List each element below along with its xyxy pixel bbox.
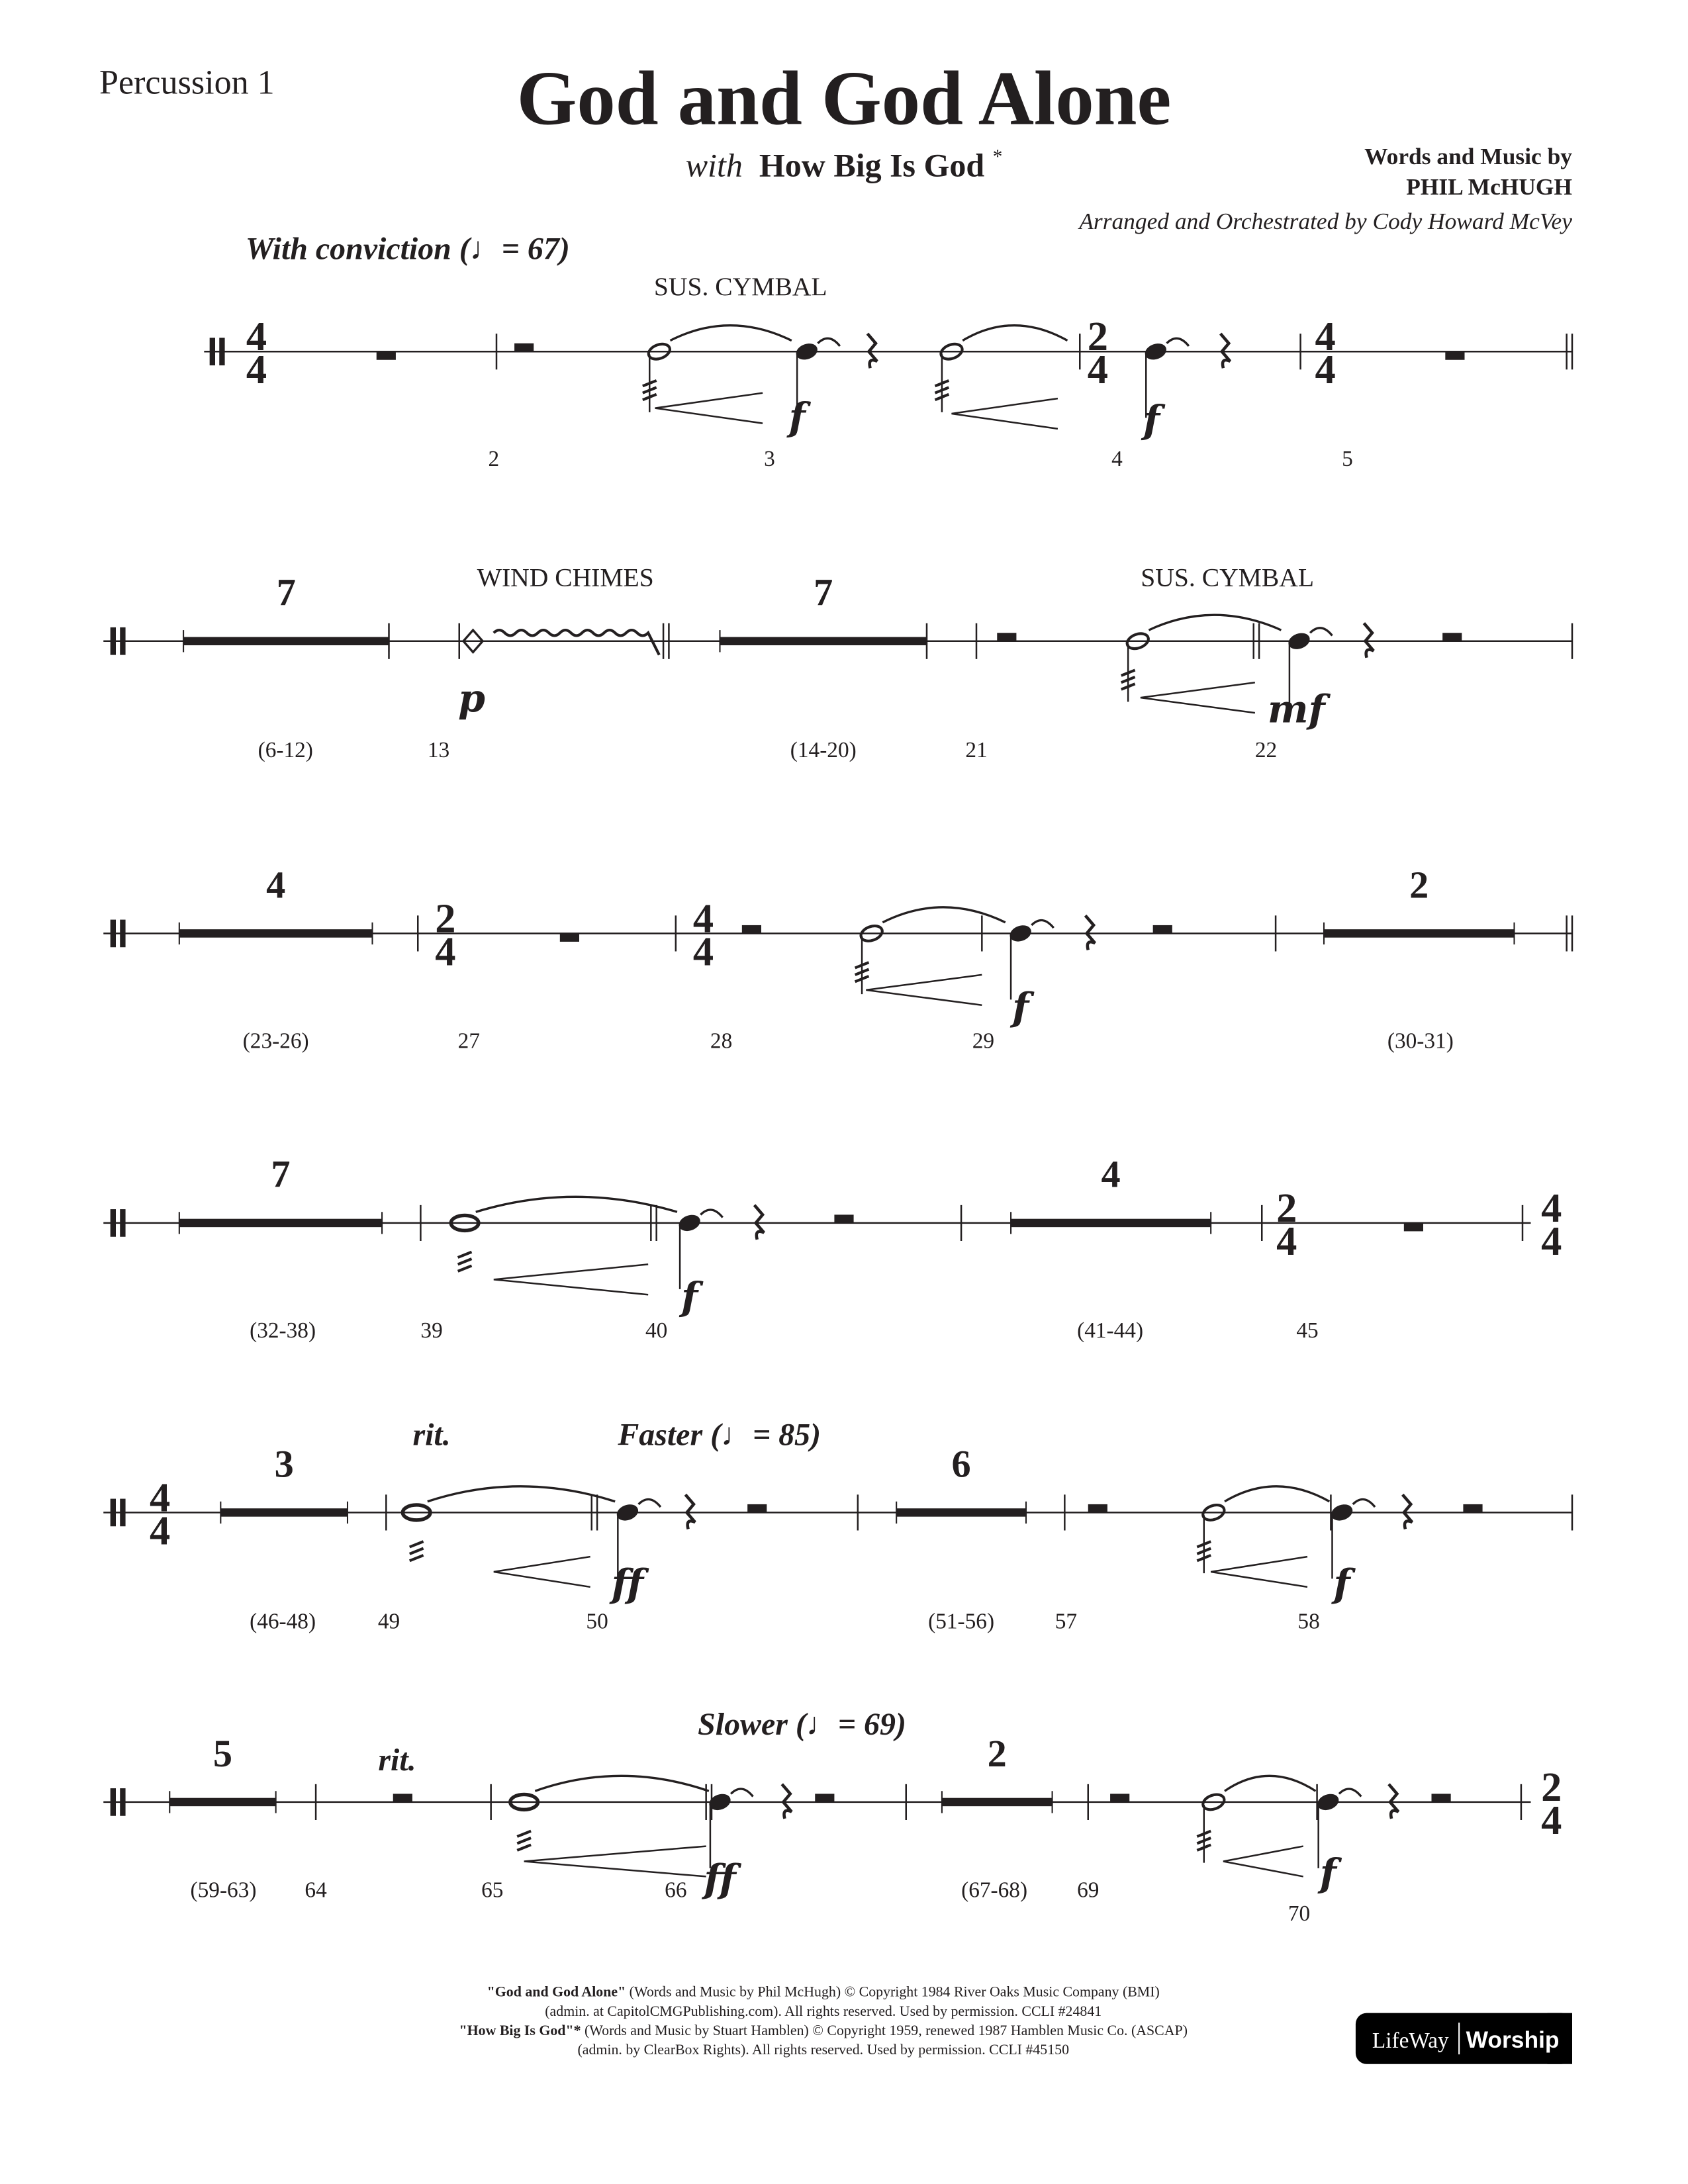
tremolo-slash	[458, 1259, 472, 1264]
time-signature-bottom: 4	[1541, 1217, 1562, 1264]
crescendo-hairpin	[655, 393, 763, 424]
multirest-count: 4	[1101, 1152, 1121, 1196]
measure-number: (32-38)	[250, 1318, 316, 1343]
half-rest	[997, 633, 1016, 641]
quarter-note-icon: ♩	[806, 1706, 838, 1742]
laissez-vibrer-tie	[818, 338, 839, 346]
footer-medley-title: "How Big Is God"*	[459, 2023, 581, 2038]
multirest-count: 5	[212, 1731, 233, 1775]
half-rest	[1442, 633, 1462, 641]
multirest-count: 7	[271, 1152, 291, 1196]
multimeasure-rest	[942, 1798, 1053, 1807]
tempo-marking	[617, 1417, 821, 1452]
multirest-count: 2	[1409, 863, 1429, 907]
time-signature-top: 2	[1541, 1763, 1562, 1810]
half-rest	[514, 343, 534, 352]
measure-number: 2	[488, 447, 500, 472]
half-rest	[1110, 1794, 1129, 1802]
crescendo-hairpin	[952, 398, 1058, 429]
laissez-vibrer-tie	[1167, 338, 1189, 346]
half-rest	[393, 1794, 412, 1802]
time-signature-bottom: 4	[435, 928, 456, 975]
words-music-label: Words and Music by	[1364, 142, 1572, 169]
measure-number: 64	[305, 1878, 327, 1903]
time-signature-bottom: 4	[150, 1507, 171, 1554]
percussion-clef	[120, 627, 125, 655]
measure-number: (30-31)	[1387, 1028, 1454, 1054]
tremolo-slash	[517, 1838, 531, 1843]
measure-number: 58	[1297, 1609, 1320, 1634]
time-signature-bottom: 4	[1087, 346, 1108, 393]
multirest-count: 2	[987, 1731, 1007, 1775]
footer-line-2: (admin. at CapitolCMGPublishing.com). All rights reserved. Used by permission. CCLI #24841	[545, 2003, 1102, 2019]
multirest-count: 6	[951, 1442, 971, 1486]
crescendo-hairpin	[1223, 1846, 1303, 1877]
time-signature-top: 4	[246, 313, 267, 360]
multimeasure-rest	[179, 929, 373, 938]
instrument-label: WIND CHIMES	[477, 563, 654, 592]
laissez-vibrer-tie	[1310, 628, 1332, 636]
crescendo-hairpin	[494, 1557, 590, 1587]
measure-number: 50	[586, 1609, 608, 1634]
tempo-marking	[246, 232, 570, 267]
measure-number: 22	[1254, 737, 1278, 762]
time-signature-top: 4	[1541, 1184, 1562, 1231]
footer-song-title: "God and God Alone"	[487, 1983, 626, 2000]
logo-lifeway: LifeWay	[1372, 2028, 1449, 2053]
measure-number: (67-68)	[961, 1878, 1028, 1903]
multimeasure-rest	[896, 1508, 1026, 1517]
time-signature-top: 4	[1315, 313, 1336, 360]
whole-rest	[1445, 351, 1464, 360]
percussion-clef	[120, 1209, 125, 1237]
tie	[1225, 1776, 1316, 1791]
measure-number: 4	[1111, 447, 1123, 472]
percussion-clef	[111, 1788, 116, 1816]
tremolo-slash	[410, 1549, 424, 1554]
laissez-vibrer-tie	[1031, 921, 1053, 929]
dynamic-marking: f	[1319, 1850, 1336, 1896]
tie	[428, 1486, 615, 1502]
tempo-label: Faster (	[618, 1417, 722, 1453]
crescendo-hairpin	[1141, 682, 1255, 713]
instrument-label: SUS. CYMBAL	[1141, 563, 1315, 592]
composer: PHIL McHUGH	[1406, 173, 1572, 200]
measure-number: (46-48)	[250, 1609, 316, 1634]
dynamic-marking: f	[788, 394, 806, 439]
measure-number: (23-26)	[242, 1028, 309, 1054]
song-title: God and God Alone	[516, 56, 1172, 142]
multimeasure-rest	[1011, 1219, 1211, 1228]
tremolo-slash	[458, 1266, 472, 1271]
multirest-count: 4	[266, 863, 286, 907]
half-rest	[1153, 925, 1172, 934]
measure-number: 49	[377, 1609, 400, 1634]
percussion-clef	[120, 1788, 125, 1816]
measure-number: 13	[427, 737, 450, 762]
tie	[671, 326, 792, 341]
multimeasure-rest	[179, 1219, 382, 1228]
multimeasure-rest	[1324, 929, 1515, 938]
dynamic-marking: f	[1143, 396, 1160, 443]
time-signature-bottom: 4	[1541, 1796, 1562, 1843]
music-notation	[103, 232, 1572, 1926]
dynamic-marking: p	[458, 675, 485, 721]
dynamic-marking: f	[1012, 983, 1029, 1030]
whole-rest	[1404, 1223, 1423, 1232]
measure-number: 27	[457, 1028, 480, 1054]
time-signature-top: 4	[692, 895, 714, 942]
measure-number: (51-56)	[928, 1609, 995, 1634]
crescendo-hairpin	[524, 1846, 706, 1877]
copyright-footer	[459, 1984, 1188, 2058]
tempo-marking	[698, 1707, 906, 1742]
measure-number: 66	[665, 1878, 687, 1903]
measure-number: (6-12)	[258, 737, 313, 762]
crescendo-hairpin	[494, 1264, 648, 1295]
half-rest	[747, 1504, 767, 1513]
wavy-roll-line	[494, 630, 659, 655]
time-signature-top: 2	[1276, 1184, 1297, 1231]
time-signature-bottom: 4	[246, 346, 267, 393]
time-signature-top: 2	[435, 895, 456, 942]
instrument-label: SUS. CYMBAL	[653, 271, 827, 301]
multimeasure-rest	[169, 1798, 275, 1807]
dynamic-marking: ff	[704, 1855, 736, 1901]
ritardando-marking: rit.	[378, 1743, 416, 1778]
measure-number: 70	[1288, 1901, 1311, 1927]
footer-line-4: (admin. by ClearBox Rights). All rights reserved. Used by permission. CCLI #45150	[577, 2042, 1070, 2058]
percussion-clef	[120, 920, 125, 948]
dynamic-marking: f	[681, 1273, 698, 1320]
footer-line-3	[459, 2023, 1188, 2038]
tempo-label: Slower (	[698, 1706, 806, 1742]
tie	[535, 1776, 709, 1791]
time-signature-top: 4	[150, 1474, 171, 1521]
half-rest	[1463, 1504, 1482, 1513]
dynamic-marking: f	[1333, 1560, 1350, 1606]
whole-rest	[377, 351, 396, 360]
subtitle	[686, 146, 1003, 184]
measure-number: 40	[645, 1318, 668, 1343]
percussion-clef	[111, 627, 116, 655]
percussion-clef	[111, 1209, 116, 1237]
measure-number: 21	[965, 737, 988, 762]
tie	[1225, 1486, 1329, 1502]
measure-number: 57	[1055, 1609, 1078, 1634]
tremolo-slash	[517, 1845, 531, 1850]
tremolo-slash	[410, 1541, 424, 1547]
half-rest	[834, 1214, 853, 1223]
footer-text: (Words and Music by Stuart Hamblen) © Copyright 1959, renewed 1987 Hamblen Music Co. (ASCAP)	[581, 2023, 1188, 2038]
part-name: Percussion 1	[99, 64, 275, 102]
ritardando-marking: rit.	[412, 1417, 451, 1453]
half-rest	[1088, 1504, 1107, 1513]
multimeasure-rest	[720, 637, 927, 646]
multirest-count: 7	[276, 570, 296, 614]
laissez-vibrer-tie	[731, 1789, 753, 1797]
percussion-clef	[210, 338, 215, 365]
measure-number: 45	[1296, 1318, 1319, 1343]
logo-worship: Worship	[1466, 2026, 1560, 2053]
footer-line-1	[487, 1984, 1160, 2000]
tremolo-slash	[517, 1831, 531, 1837]
subtitle-with: with	[685, 146, 743, 184]
tremolo-slash	[458, 1252, 472, 1257]
quarter-note-icon: ♩	[469, 231, 502, 267]
measure-number: 3	[764, 447, 775, 472]
multirest-count: 3	[274, 1442, 294, 1486]
half-rest	[742, 925, 761, 934]
measure-number: 65	[481, 1878, 504, 1903]
measure-number: 28	[710, 1028, 733, 1054]
crescendo-hairpin	[1211, 1557, 1307, 1587]
measure-number: 29	[972, 1028, 995, 1054]
whole-rest	[560, 933, 579, 942]
multirest-count: 7	[814, 570, 833, 614]
measure-number: 69	[1077, 1878, 1100, 1903]
time-signature-bottom: 4	[1315, 346, 1336, 393]
laissez-vibrer-tie	[700, 1210, 722, 1218]
tempo-value: = 69)	[837, 1706, 906, 1742]
tempo-value: = 85)	[752, 1417, 821, 1453]
tremolo-slash	[410, 1555, 424, 1561]
half-rest	[1432, 1794, 1451, 1802]
half-rest	[815, 1794, 834, 1802]
dynamic-marking: mf	[1267, 686, 1325, 732]
subtitle-medley-title: How Big Is God	[759, 146, 985, 184]
percussion-clef	[111, 1499, 116, 1527]
tie	[476, 1197, 677, 1212]
quarter-note-icon: ♩	[721, 1417, 753, 1453]
tie	[1149, 615, 1281, 630]
lifeway-worship-logo	[1356, 2013, 1572, 2064]
arranger: Arranged and Orchestrated by Cody Howard McVey	[1079, 207, 1572, 234]
tempo-label: With conviction (	[245, 231, 470, 267]
multimeasure-rest	[220, 1508, 348, 1517]
multimeasure-rest	[183, 637, 389, 646]
time-signature-bottom: 4	[692, 928, 714, 975]
tie	[882, 907, 1005, 923]
laissez-vibrer-tie	[1353, 1500, 1375, 1508]
percussion-clef	[111, 920, 116, 948]
time-signature-bottom: 4	[1276, 1217, 1297, 1264]
measure-number: (59-63)	[190, 1878, 257, 1903]
percussion-clef	[219, 338, 224, 365]
dynamic-marking: ff	[611, 1560, 644, 1606]
subtitle-asterisk: *	[992, 146, 1003, 167]
measure-number: (14-20)	[790, 737, 857, 762]
footer-text: (Words and Music by Phil McHugh) © Copyright 1984 River Oaks Music Company (BMI)	[626, 1983, 1160, 2000]
laissez-vibrer-tie	[1339, 1789, 1361, 1797]
tie	[962, 326, 1067, 341]
time-signature-top: 2	[1087, 313, 1108, 360]
measure-number: (41-44)	[1077, 1318, 1144, 1343]
laissez-vibrer-tie	[639, 1500, 661, 1508]
tempo-value: = 67)	[501, 231, 570, 267]
crescendo-hairpin	[866, 975, 982, 1005]
measure-number: 39	[420, 1318, 443, 1343]
percussion-clef	[120, 1499, 125, 1527]
measure-number: 5	[1342, 447, 1353, 472]
